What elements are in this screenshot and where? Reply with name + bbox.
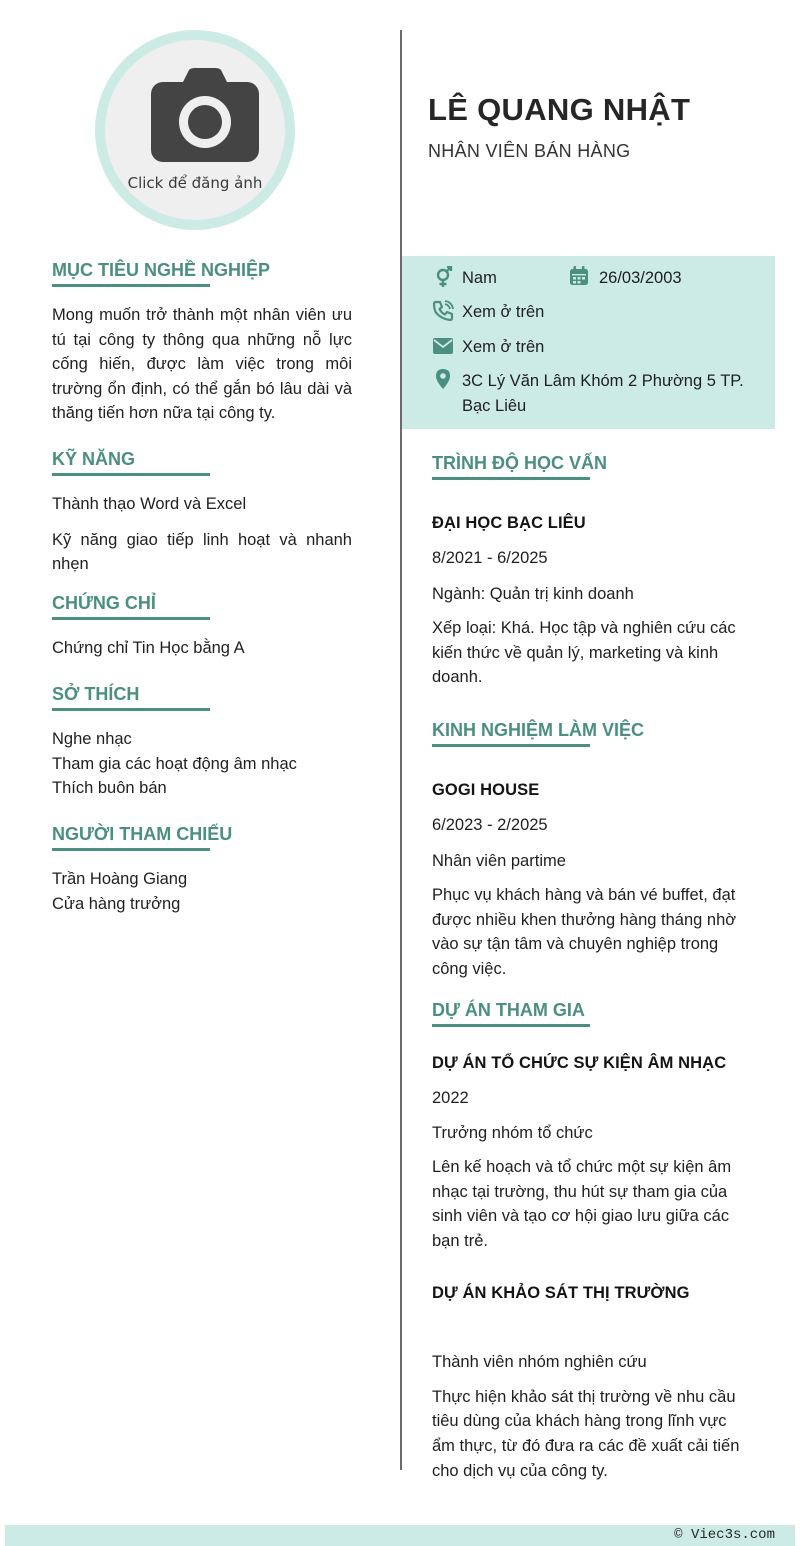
project-name: DỰ ÁN KHẢO SÁT THỊ TRƯỜNG [432,1283,690,1302]
email-icon [432,335,454,357]
section-education [432,452,752,690]
section-underline [52,708,210,711]
hobby-item: Nghe nhạc [52,730,132,748]
section-title: KỸ NĂNG [52,449,136,469]
section-title: TRÌNH ĐỘ HỌC VẤN [432,453,607,473]
avatar-upload[interactable] [95,30,295,230]
section-certificates [52,592,352,661]
phone-icon [432,300,454,322]
skill-item: Kỹ năng giao tiếp linh hoạt và nhanh nhẹn [52,530,352,574]
hobby-item: Tham gia các hoạt động âm nhạc [52,754,297,773]
address-value [462,369,767,418]
phone-value: Xem ở trên [462,303,545,321]
project-name: DỰ ÁN TỔ CHỨC SỰ KIỆN ÂM NHẠC [432,1054,727,1072]
project-description: Thực hiện khảo sát thị trường về nhu cầu tiêu dùng của khách hàng trong lĩnh vực ẩm thực, từ đó đưa ra các đề xuất cải tiến cho dịch vụ của công ty. [432,1387,740,1480]
gender-value: Nam [462,269,497,287]
candidate-job-title: NHÂN VIÊN BÁN HÀNG [428,141,631,161]
avatar-upload-label[interactable]: Click để đăng ảnh [127,174,263,192]
experience-period: 6/2023 - 2/2025 [432,816,548,834]
section-title: DỰ ÁN THAM GIA [432,1000,585,1020]
section-projects [432,999,752,1483]
project-role: Thành viên nhóm nghiên cứu [432,1353,647,1372]
section-skills [52,448,352,588]
section-underline [432,744,590,747]
education-period: 8/2021 - 6/2025 [432,549,548,567]
education-major: Ngành: Quản trị kinh doanh [432,584,634,603]
section-underline [432,477,590,480]
section-underline [52,617,210,620]
experience-description: Phục vụ khách hàng và bán vé buffet, đạt được nhiều khen thưởng hàng tháng nhờ vào sự tận tâm và chuyên nghiệp trong công việc. [432,886,737,978]
reference-position: Cửa hàng trưởng [52,894,181,913]
section-title: KINH NGHIỆM LÀM VIỆC [432,720,645,740]
section-title: NGƯỜI THAM CHIẾU [52,824,233,844]
birthdate-value: 26/03/2003 [599,269,682,287]
section-underline [52,473,210,476]
project-role: Trưởng nhóm tổ chức [432,1123,593,1142]
section-title: CHỨNG CHỈ [52,593,156,613]
reference-name: Trần Hoàng Giang [52,870,188,888]
experience-company: GOGI HOUSE [432,781,540,799]
section-underline [52,284,210,287]
camera-icon [151,68,259,162]
section-title: SỞ THÍCH [52,684,140,704]
gender-icon [432,266,454,288]
skill-item: Thành thạo Word và Excel [52,495,247,513]
section-title: MỤC TIÊU NGHỀ NGHIỆP [52,260,271,280]
section-experience [432,719,752,982]
address-line: 3C Lý Văn Lâm Khóm 2 Phường 5 TP. [462,372,744,390]
contact-panel [402,256,775,429]
footer-bar [5,1525,795,1546]
objective-text: Mong muốn trở thành một nhân viên ưu tú tại công ty thông qua những nỗ lực cống hiến, được làm việc trong môi trường ổn định, có thể gắn bó lâu dài và thăng tiến hơn nữa tại công ty. [52,306,352,423]
section-underline [52,848,210,851]
calendar-icon [568,265,590,287]
certificate-item: Chứng chỉ Tin Học bằng A [52,639,245,657]
candidate-name: LÊ QUANG NHẬT [428,92,691,127]
section-objective [52,259,352,426]
education-description: Xếp loại: Khá. Học tập và nghiên cứu các kiến thức về quản lý, marketing và kinh doanh. [432,619,736,687]
experience-role: Nhân viên partime [432,851,566,870]
section-references [52,823,352,916]
section-hobbies [52,683,352,801]
project-period: 2022 [432,1089,469,1107]
email-value: Xem ở trên [462,338,545,356]
column-divider [400,30,402,1470]
education-school: ĐẠI HỌC BẠC LIÊU [432,514,586,532]
project-description: Lên kế hoạch và tổ chức một sự kiện âm nhạc tại trường, thu hút sự tham gia của sinh viên và tạo cơ hội giao lưu giữa các bạn trẻ. [432,1158,732,1250]
hobby-item: Thích buôn bán [52,779,167,798]
address-line: Bạc Liêu [462,396,527,415]
project-period [432,1316,752,1341]
location-icon [432,368,454,390]
footer-copyright: © Viec3s.com [674,1527,775,1543]
avatar-placeholder[interactable] [105,40,285,220]
section-underline [432,1024,590,1027]
